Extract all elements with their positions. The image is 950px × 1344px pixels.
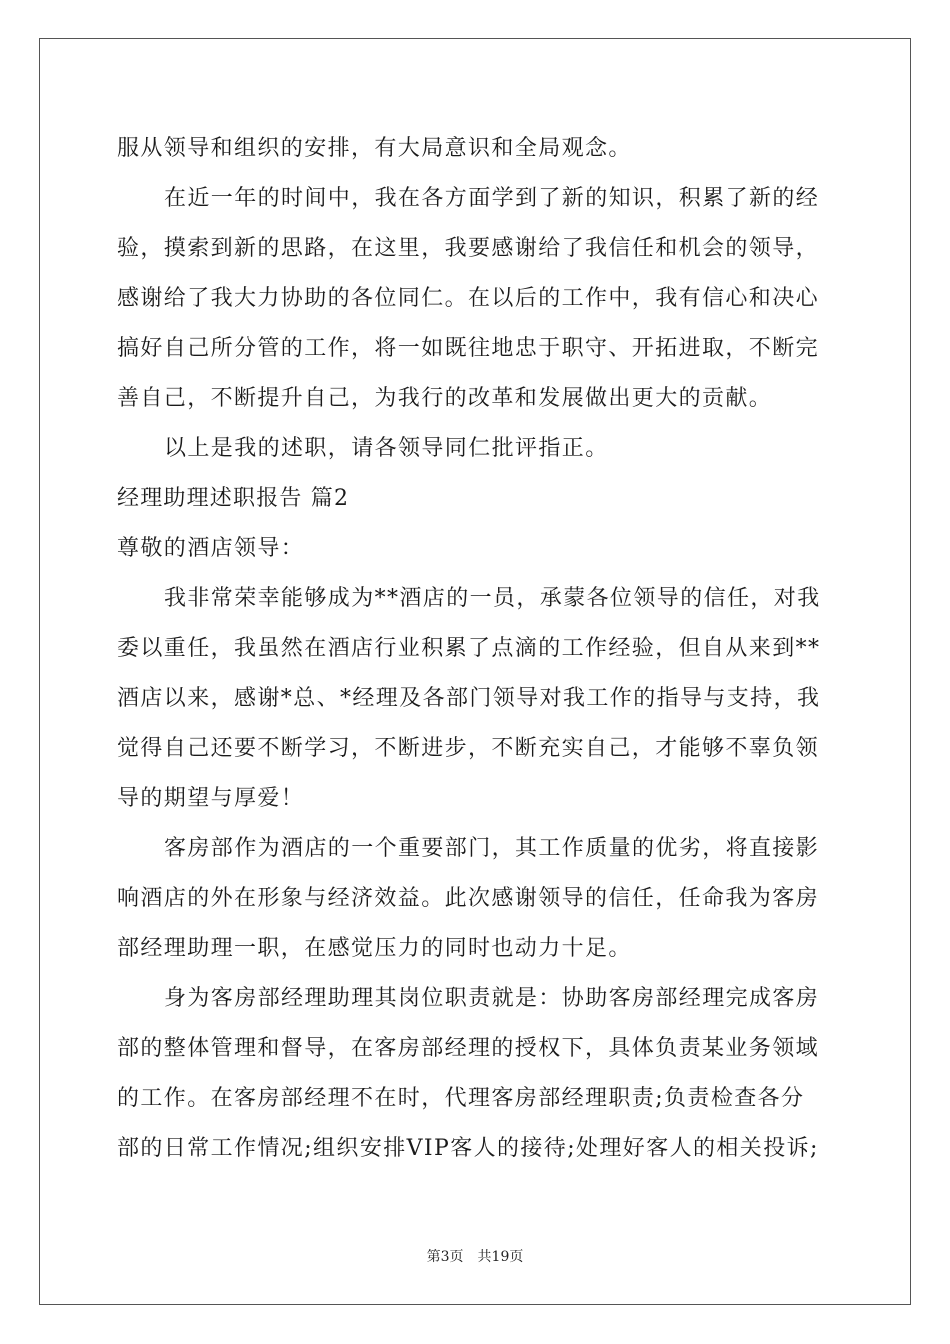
text-line: 的工作。在客房部经理不在时，代理客房部经理职责;负责检查各分: [117, 1086, 805, 1111]
section-heading: 经理助理述职报告 篇2: [117, 486, 350, 511]
text-line: 我非常荣幸能够成为**酒店的一员，承蒙各位领导的信任，对我: [164, 586, 821, 611]
text-line: 部经理助理一职，在感觉压力的同时也动力十足。: [117, 936, 632, 961]
text-line: 搞好自己所分管的工作，将一如既往地忠于职守、开拓进取，不断完: [117, 336, 820, 361]
text-line: 服从领导和组织的安排，有大局意识和全局观念。: [117, 136, 632, 161]
page-footer: [0, 1246, 950, 1266]
text-line: 部的整体管理和督导，在客房部经理的授权下，具体负责某业务领域: [117, 1036, 820, 1061]
text-line: 导的期望与厚爱！: [117, 786, 305, 811]
text-line: 身为客房部经理助理其岗位职责就是：协助客房部经理完成客房: [164, 986, 820, 1011]
total-pages: 共19页: [477, 1249, 524, 1265]
salutation: 尊敬的酒店领导：: [117, 536, 305, 561]
current-page: 第3页: [426, 1249, 464, 1265]
document-body: [117, 124, 837, 1174]
text-line: 客房部作为酒店的一个重要部门，其工作质量的优劣，将直接影: [164, 836, 820, 861]
text-line: 以上是我的述职，请各领导同仁批评指正。: [164, 436, 609, 461]
text-line: 酒店以来，感谢*总、*经理及各部门领导对我工作的指导与支持，我: [117, 686, 821, 711]
text-line: 验，摸索到新的思路，在这里，我要感谢给了我信任和机会的领导，: [117, 236, 820, 261]
text-line: 感谢给了我大力协助的各位同仁。在以后的工作中，我有信心和决心: [117, 286, 820, 311]
text-line: 响酒店的外在形象与经济效益。此次感谢领导的信任，任命我为客房: [117, 886, 820, 911]
text-line: 委以重任，我虽然在酒店行业积累了点滴的工作经验，但自从来到**: [117, 636, 821, 661]
text-line: 部的日常工作情况;组织安排VIP客人的接待;处理好客人的相关投诉;: [117, 1136, 819, 1161]
text-line: 善自己，不断提升自己，为我行的改革和发展做出更大的贡献。: [117, 386, 773, 411]
text-line: 在近一年的时间中，我在各方面学到了新的知识，积累了新的经: [164, 186, 820, 211]
text-line: 觉得自己还要不断学习，不断进步，不断充实自己，才能够不辜负领: [117, 736, 820, 761]
